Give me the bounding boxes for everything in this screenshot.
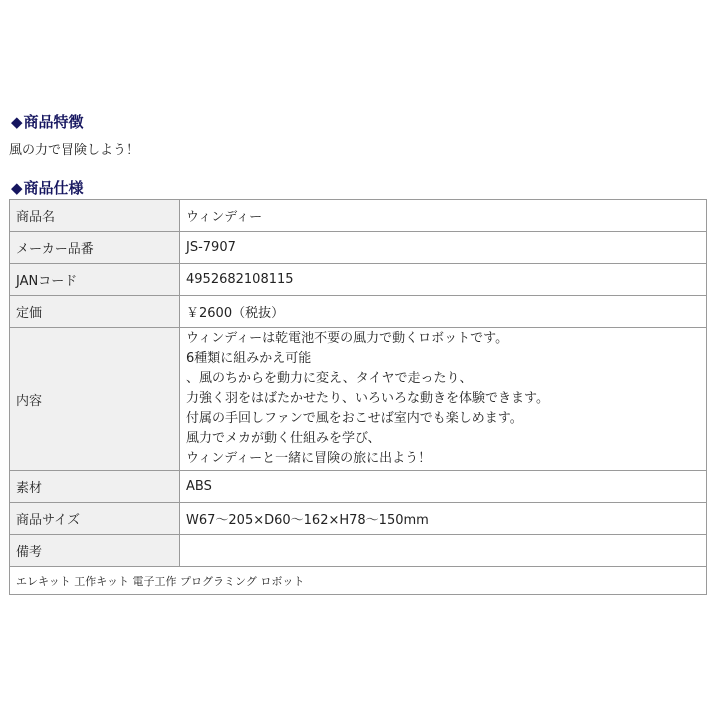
content-line: ウィンディーは乾電池不要の風力で動くロボットです。	[186, 331, 509, 346]
spec-value: JS-7907	[180, 232, 707, 264]
features-heading	[11, 112, 84, 132]
spec-label: 定価	[10, 296, 180, 328]
diamond-icon: ◆	[11, 179, 23, 197]
spec-label: 備考	[10, 535, 180, 567]
spec-table	[9, 199, 707, 595]
spec-label: 素材	[10, 471, 180, 503]
spec-label: メーカー品番	[10, 232, 180, 264]
spec-label: JANコード	[10, 264, 180, 296]
content-line: 力強く羽をはばたかせたり、いろいろな動きを体験できます。	[186, 391, 549, 406]
spec-label: 商品名	[10, 200, 180, 232]
specs-heading	[11, 178, 84, 198]
table-row	[10, 567, 707, 595]
spec-value: 4952682108115	[180, 264, 707, 296]
table-row	[10, 471, 707, 503]
spec-value: W67～205×D60～162×H78～150mm	[180, 503, 707, 535]
table-row	[10, 535, 707, 567]
table-row	[10, 296, 707, 328]
tags-text: エレキット 工作キット 電子工作 プログラミング ロボット	[10, 567, 707, 595]
spec-value-content	[180, 328, 707, 471]
content-line: 付属の手回しファンで風をおこせば室内でも楽しめます。	[186, 411, 523, 426]
table-row	[10, 232, 707, 264]
spec-label: 内容	[10, 328, 180, 471]
content-line: 6種類に組みかえ可能	[186, 351, 312, 366]
table-row	[10, 200, 707, 232]
specs-heading-text: 商品仕様	[23, 179, 84, 197]
content-line: 風力でメカが動く仕組みを学び、	[186, 431, 381, 446]
content-line: ウィンディーと一緒に冒険の旅に出よう！	[186, 451, 432, 466]
spec-value: ウィンディー	[180, 200, 707, 232]
table-row	[10, 264, 707, 296]
spec-value	[180, 535, 707, 567]
features-text: 風の力で冒険しよう！	[9, 143, 140, 158]
spec-value: ABS	[180, 471, 707, 503]
table-row	[10, 328, 707, 471]
content-line: 、風のちからを動力に変え、タイヤで走ったり、	[186, 371, 473, 386]
table-row	[10, 503, 707, 535]
features-heading-text: 商品特徴	[23, 113, 84, 131]
spec-value: ￥2600（税抜）	[180, 296, 707, 328]
spec-label: 商品サイズ	[10, 503, 180, 535]
diamond-icon: ◆	[11, 113, 23, 131]
